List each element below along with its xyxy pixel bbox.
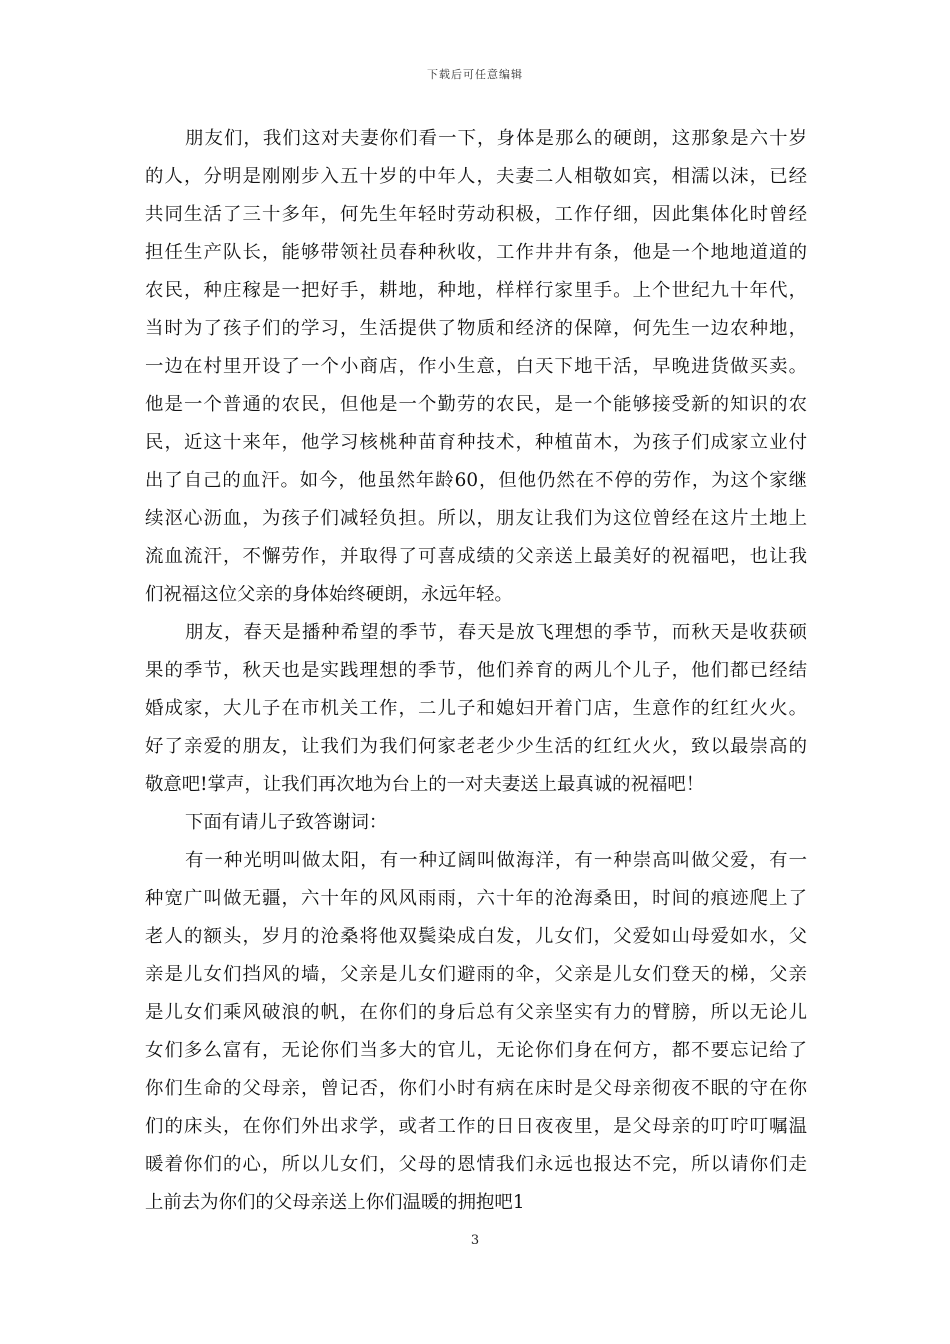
- paragraph-line: 暖着你们的心，所以儿女们，父母的恩情我们永远也报达不完，所以请你们走: [145, 1154, 807, 1175]
- paragraph-line: 们的床头，在你们外出求学，或者工作的日日夜夜里，是父母亲的叮咛叮嘱温: [145, 1116, 807, 1137]
- paragraph-line: 共同生活了三十多年，何先生年轻时劳动积极，工作仔细，因此集体化时曾经: [145, 204, 807, 225]
- page-number: 3: [470, 1233, 480, 1248]
- paragraph-line: 你们生命的父母亲，曾记否，你们小时有病在床时是父母亲彻夜不眠的守在你: [145, 1078, 807, 1099]
- paragraph-line: 续沤心沥血，为孩子们减轻负担。所以，朋友让我们为这位曾经在这片土地上: [145, 508, 807, 529]
- paragraph-line: 老人的额头，岁月的沧桑将他双鬓染成白发，儿女们，父爱如山母爱如水，父: [145, 926, 807, 947]
- paragraph-line: 的人，分明是刚刚步入五十岁的中年人，夫妻二人相敬如宾，相濡以沫，已经: [145, 166, 807, 187]
- page-header: 下载后可任意编辑: [427, 68, 523, 81]
- paragraph-line: 上前去为你们的父母亲送上你们温暖的拥抱吧1: [145, 1192, 525, 1213]
- paragraph-line: 种宽广叫做无疆，六十年的风风雨雨，六十年的沧海桑田，时间的痕迹爬上了: [145, 888, 807, 909]
- document-body: [145, 120, 807, 1222]
- paragraph-line: 亲是儿女们挡风的墙，父亲是儿女们避雨的伞，父亲是儿女们登天的梯，父亲: [145, 964, 807, 985]
- paragraph-line: 婚成家，大儿子在市机关工作，二儿子和媳妇开着门店，生意作的红红火火。: [145, 698, 807, 719]
- paragraph-line: 流血流汗，不懈劳作，并取得了可喜成绩的父亲送上最美好的祝福吧，也让我: [145, 546, 807, 567]
- paragraph-line: 出了自己的血汗。如今，他虽然年龄60，但他仍然在不停的劳作，为这个家继: [145, 470, 807, 491]
- paragraph-line: 一边在村里开设了一个小商店，作小生意，白天下地干活，早晚进货做买卖。: [145, 356, 807, 377]
- paragraph-line: 他是一个普通的农民，但他是一个勤劳的农民，是一个能够接受新的知识的农: [145, 394, 807, 415]
- paragraph-line: 敬意吧!掌声，让我们再次地为台上的一对夫妻送上最真诚的祝福吧！: [145, 774, 705, 795]
- paragraph-line: 民，近这十来年，他学习核桃种苗育种技术，种植苗木，为孩子们成家立业付: [145, 432, 807, 453]
- paragraph-line: 朋友，春天是播种希望的季节，春天是放飞理想的季节，而秋天是收获硕: [185, 622, 807, 643]
- paragraph-line: 是儿女们乘风破浪的帆，在你们的身后总有父亲坚实有力的臂膀，所以无论儿: [145, 1002, 807, 1023]
- paragraph-line: 果的季节，秋天也是实践理想的季节，他们养育的两儿个儿子，他们都已经结: [145, 660, 807, 681]
- paragraph-line: 当时为了孩子们的学习，生活提供了物质和经济的保障，何先生一边农种地，: [145, 318, 807, 339]
- paragraph-line: 好了亲爱的朋友，让我们为我们何家老老少少生活的红红火火，致以最崇高的: [145, 736, 807, 757]
- paragraph-line: 们祝福这位父亲的身体始终硬朗，永远年轻。: [145, 584, 513, 605]
- paragraph-line: 农民，种庄稼是一把好手，耕地，种地，样样行家里手。上个世纪九十年代，: [145, 280, 807, 301]
- paragraph-line: 女们多么富有，无论你们当多大的官儿，无论你们身在何方，都不要忘记给了: [145, 1040, 807, 1061]
- paragraph-line: 下面有请儿子致答谢词：: [185, 812, 388, 833]
- paragraph-line: 担任生产队长，能够带领社员春种秋收，工作井井有条，他是一个地地道道的: [145, 242, 807, 263]
- paragraph-line: 朋友们，我们这对夫妻你们看一下，身体是那么的硬朗，这那象是六十岁: [185, 128, 807, 149]
- paragraph-line: 有一种光明叫做太阳，有一种辽阔叫做海洋，有一种崇高叫做父爱，有一: [185, 850, 807, 871]
